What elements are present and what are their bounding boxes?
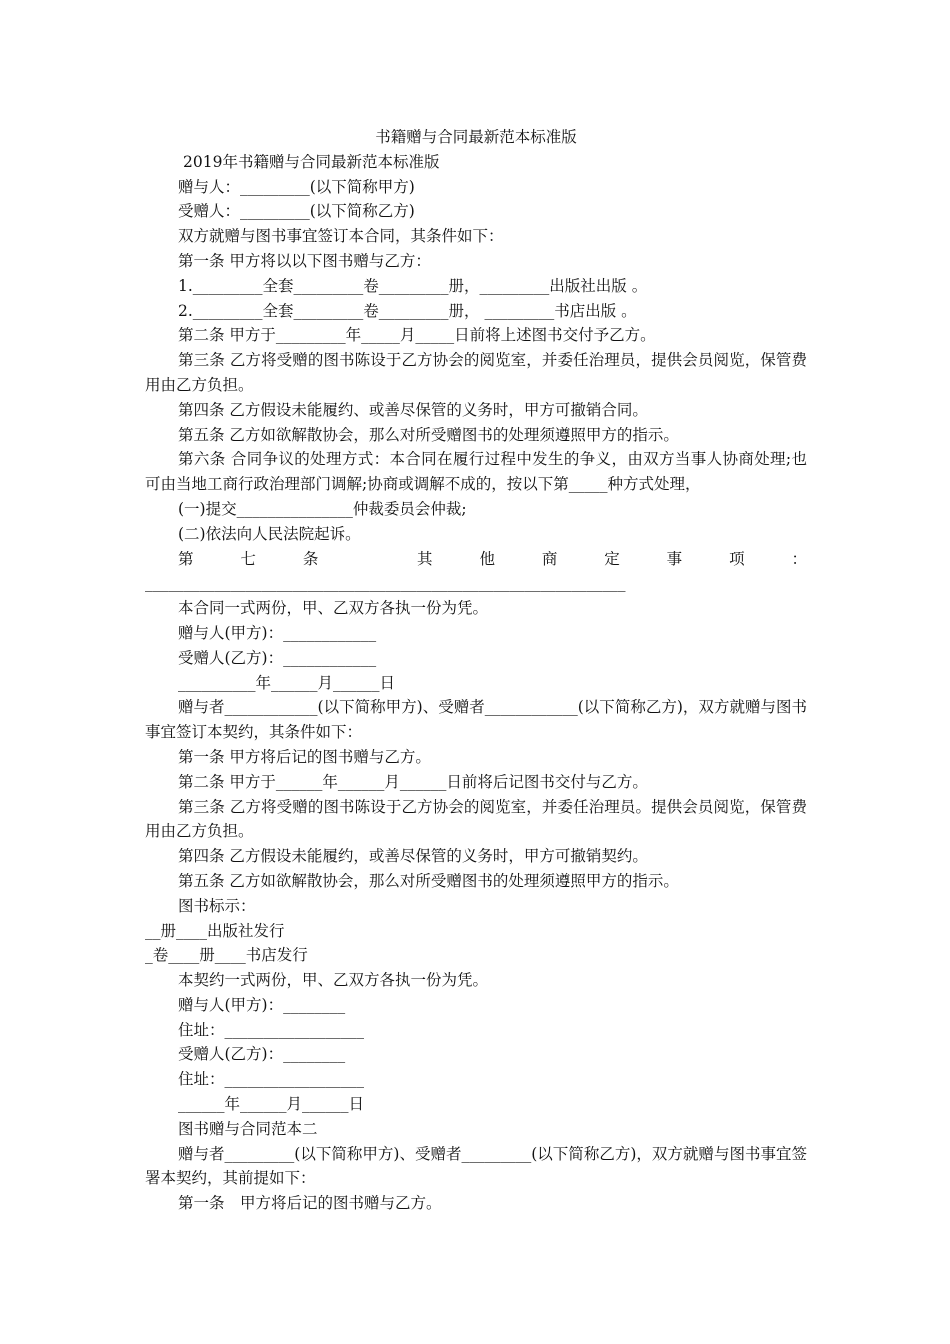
- paragraph: 赠与人(甲方)：________: [178, 995, 346, 1014]
- document-title: 书籍赠与合同最新范本标准版: [375, 128, 577, 146]
- paragraph: 第三条 乙方将受赠的图书陈设于乙方协会的阅览室，并委任治理员。提供会员阅览，保管费用由乙方负担。: [145, 797, 807, 841]
- paragraph: 住址：__________________: [178, 1020, 365, 1039]
- paragraph: 图书赠与合同范本二: [178, 1119, 318, 1138]
- paragraph: 第一条 甲方将以以下图书赠与乙方：: [178, 251, 431, 270]
- document-subtitle: 2019年书籍赠与合同最新范本标准版: [183, 152, 440, 171]
- paragraph: (二)依法向人民法院起诉。: [178, 524, 361, 543]
- paragraph: __________年______月______日: [178, 673, 396, 692]
- paragraph: 第七条 其他商定事项：______________________________________________________________: [145, 549, 807, 593]
- paragraph: 1._________全套_________卷_________册，_________出版社出版 。: [178, 276, 648, 295]
- paragraph: 第一条 甲方将后记的图书赠与乙方。: [178, 1194, 442, 1213]
- paragraph: 双方就赠与图书事宜签订本合同，其条件如下：: [178, 227, 504, 246]
- paragraph: 第四条 乙方假设未能履约、或善尽保管的义务时，甲方可撤销合同。: [178, 400, 648, 419]
- document-page: [145, 125, 807, 1216]
- paragraph: 第二条 甲方于_________年_____月_____日前将上述图书交付予乙方。: [178, 326, 656, 345]
- paragraph: 本合同一式两份，甲、乙双方各执一份为凭。: [178, 599, 489, 618]
- paragraph: 赠与人(甲方)：____________: [178, 623, 377, 642]
- paragraph: _卷____册____书店发行: [145, 946, 308, 965]
- paragraph: 赠与人：_________(以下简称甲方): [178, 177, 415, 196]
- paragraph: 第三条 乙方将受赠的图书陈设于乙方协会的阅览室，并委任治理员，提供会员阅览，保管费用由乙方负担。: [145, 351, 807, 394]
- paragraph: 受赠人(乙方)：____________: [178, 648, 377, 667]
- paragraph: 受赠人(乙方)：________: [178, 1045, 346, 1064]
- paragraph: 第六条 合同争议的处理方式：本合同在履行过程中发生的争义，由双方当事人协商处理;也可由当地工商行政治理部门调解;协商或调解不成的，按以下第_____种方式处理，: [145, 450, 807, 494]
- paragraph: 本契约一式两份，甲、乙双方各执一份为凭。: [178, 971, 489, 990]
- paragraph: 第五条 乙方如欲解散协会，那么对所受赠图书的处理须遵照甲方的指示。: [178, 425, 679, 444]
- paragraph: 赠与者____________(以下简称甲方)、受赠者____________(以下简称乙方)，双方就赠与图书事宜签订本契约，其条件如下：: [145, 698, 807, 742]
- paragraph: 图书标示：: [178, 896, 256, 915]
- paragraph: 第二条 甲方于______年______月______日前将后记图书交付与乙方。: [178, 772, 648, 791]
- paragraph: 2._________全套_________卷_________册， _________书店出版 。: [178, 301, 637, 320]
- paragraph: ______年______月______日: [178, 1095, 365, 1114]
- paragraph: (一)提交_______________仲裁委员会仲裁;: [178, 499, 467, 518]
- paragraph: 第四条 乙方假设未能履约，或善尽保管的义务时，甲方可撤销契约。: [178, 847, 648, 866]
- paragraph: 赠与者_________(以下简称甲方)、受赠者_________(以下简称乙方)，双方就赠与图书事宜签署本契约，其前提如下：: [145, 1144, 807, 1188]
- paragraph: 住址：__________________: [178, 1070, 365, 1089]
- paragraph: 第一条 甲方将后记的图书赠与乙方。: [178, 747, 431, 766]
- paragraph: __册____出版社发行: [145, 921, 285, 940]
- paragraph: 受赠人：_________(以下简称乙方): [178, 202, 415, 221]
- paragraph: 第五条 乙方如欲解散协会，那么对所受赠图书的处理须遵照甲方的指示。: [178, 871, 679, 890]
